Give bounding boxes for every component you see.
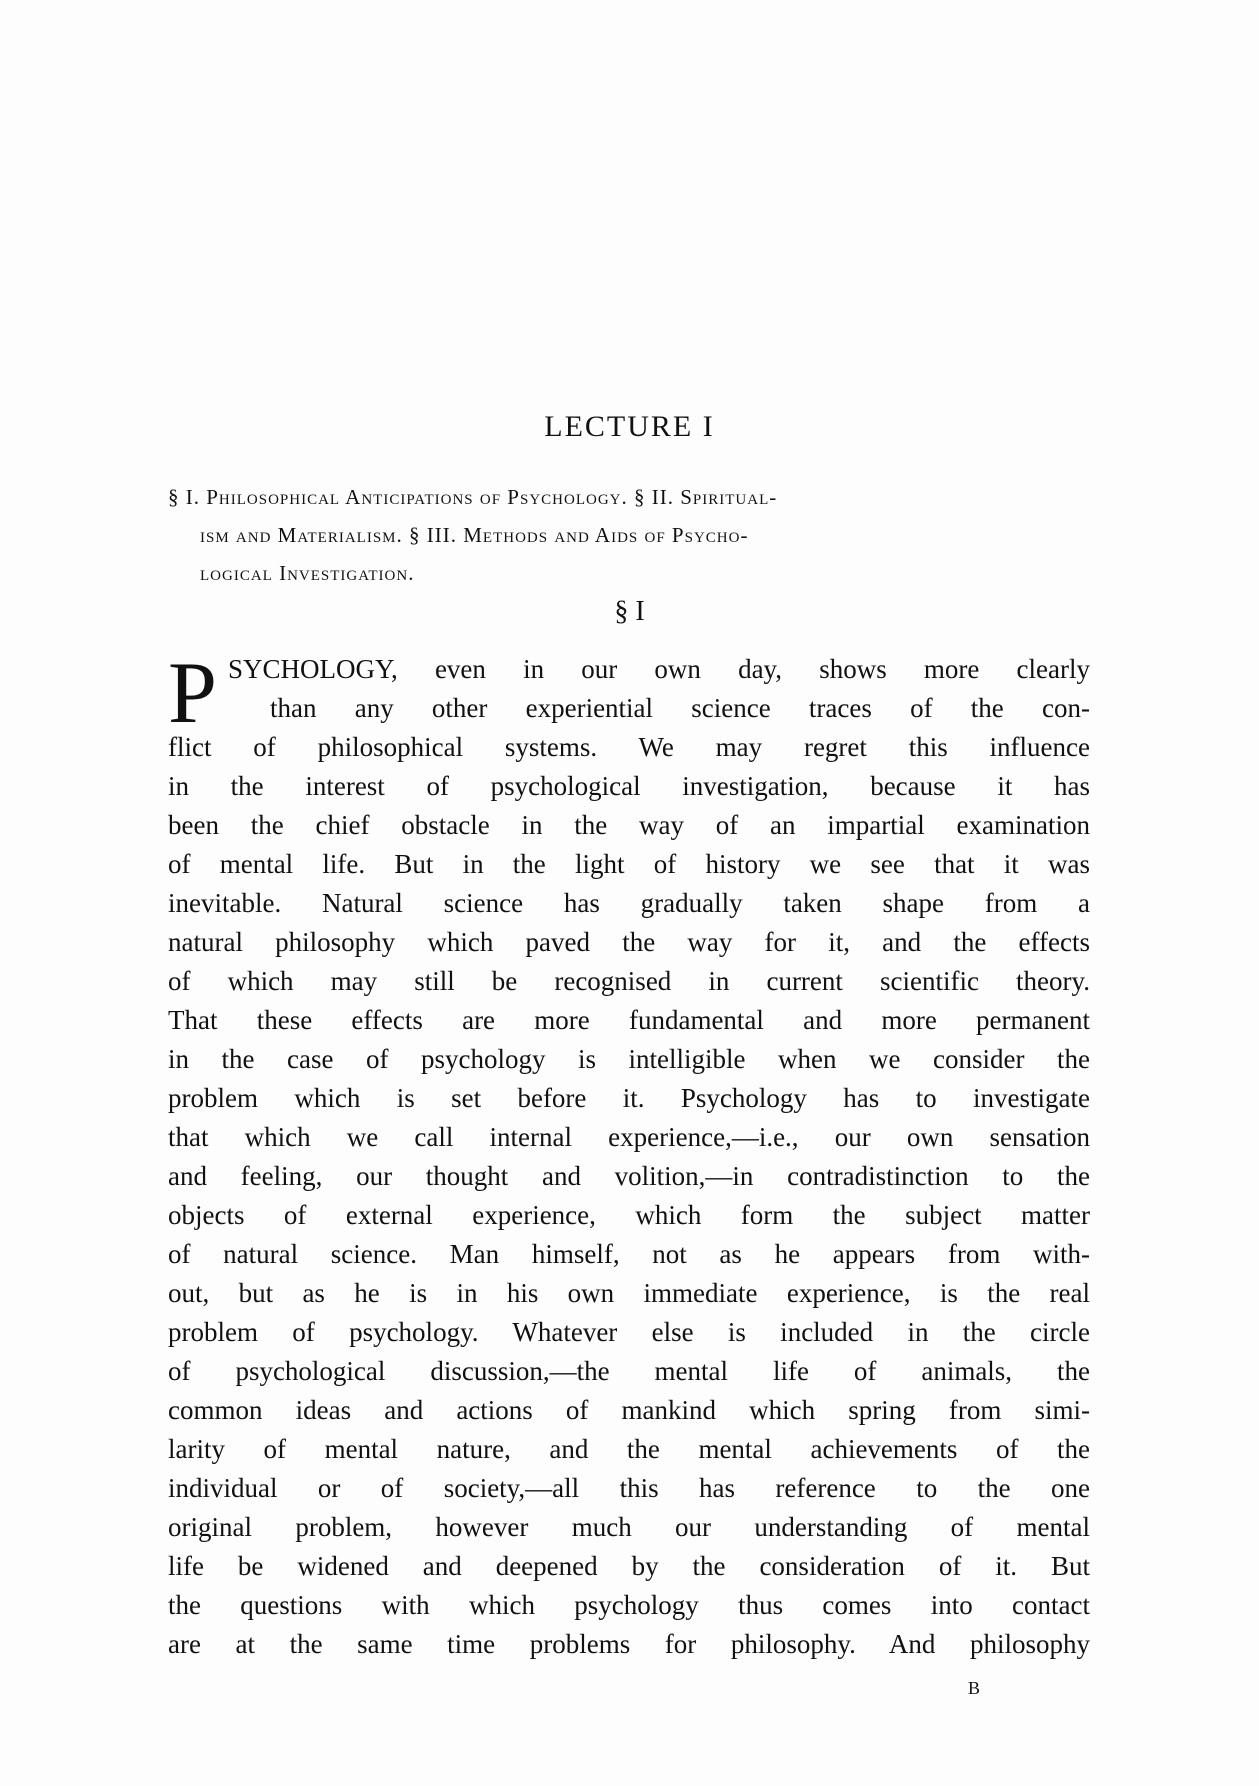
text-line: SYCHOLOGY, even in our own day, shows more clearly (228, 654, 1090, 684)
text-line: and feeling, our thought and volition,—in contradistinction to the (168, 1161, 1090, 1191)
text-line: objects of external experience, which form the subject matter (168, 1200, 1090, 1230)
text-line: of mental life. But in the light of history we see that it was (168, 849, 1090, 879)
text-line: flict of philosophical systems. We may regret this influence (168, 732, 1090, 762)
text-line: of which may still be recognised in current scientific theory. (168, 966, 1090, 996)
signature-mark: B (968, 1678, 981, 1698)
text-line: been the chief obstacle in the way of an impartial examination (168, 810, 1090, 840)
text-line: That these effects are more fundamental and more permanent (168, 1005, 1090, 1035)
text-line: common ideas and actions of mankind which spring from simi- (168, 1395, 1090, 1425)
text-line: the questions with which psychology thus comes into contact (168, 1590, 1090, 1620)
contents-line-1: § I. Philosophical Anticipations of Psychology. § II. Spiritual- (168, 485, 778, 509)
text-line: natural philosophy which paved the way for it, and the effects (168, 927, 1090, 957)
text-line: in the interest of psychological investigation, because it has (168, 771, 1090, 801)
text-line: larity of mental nature, and the mental achievements of the (168, 1434, 1090, 1464)
text-line: than any other experiential science traces of the con- (270, 693, 1090, 723)
text-line: out, but as he is in his own immediate experience, is the real (168, 1278, 1090, 1308)
contents-line-2: ism and Materialism. § III. Methods and Aids of Psycho- (200, 523, 749, 547)
drop-cap: P (168, 645, 217, 742)
text-line: that which we call internal experience,—i.e., our own sensation (168, 1122, 1090, 1152)
text-line: original problem, however much our understanding of mental (168, 1512, 1090, 1542)
text-line: individual or of society,—all this has reference to the one (168, 1473, 1090, 1503)
text-line: inevitable. Natural science has gradually taken shape from a (168, 888, 1090, 918)
text-line: problem which is set before it. Psychology has to investigate (168, 1083, 1090, 1113)
text-line: of psychological discussion,—the mental life of animals, the (168, 1356, 1090, 1386)
text-line: problem of psychology. Whatever else is included in the circle (168, 1317, 1090, 1347)
contents-summary (168, 478, 1088, 592)
section-heading: § I (614, 596, 645, 627)
body-text (168, 645, 1090, 1664)
text-line: are at the same time problems for philosophy. And philosophy (168, 1629, 1090, 1659)
text-line: in the case of psychology is intelligible when we consider the (168, 1044, 1090, 1074)
lecture-title: LECTURE I (544, 410, 715, 443)
contents-line-3: logical Investigation. (200, 561, 415, 585)
text-line: life be widened and deepened by the consideration of it. But (168, 1551, 1090, 1581)
text-line: of natural science. Man himself, not as he appears from with- (168, 1239, 1090, 1269)
